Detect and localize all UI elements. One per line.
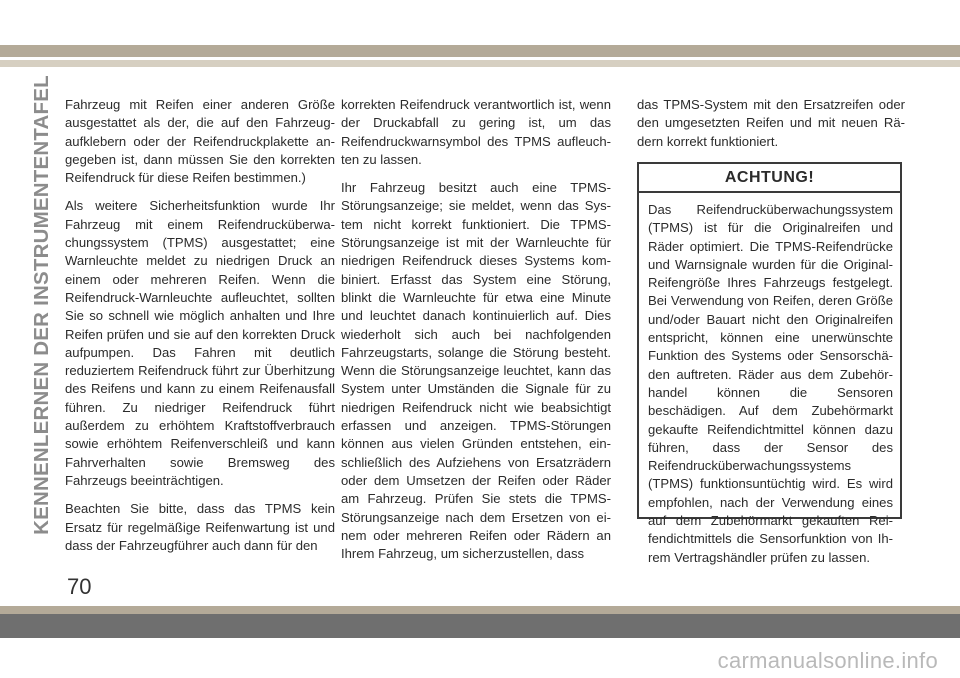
top-band-stripe — [0, 45, 960, 57]
text-column-2 — [341, 96, 611, 573]
paragraph: Als weitere Sicherheitsfunktion wurde Ihr Fahrzeug mit einem Reifendrucküberwachungssystem (TPMS) ausgestattet; eine Warnleuchte meldet zu niedrigen Druck an einem oder mehreren Reifen. Wenn die Reifendruck-Warnleuchte aufleuchtet, sollten Sie so schnell wie möglich anhalten und Ihre Reifen prüfen und sie auf den korrekten Druck aufpumpen. Das Fahren mit deutlich reduziertem Reifendruck führt zur Überhitzung des Reifens und kann zu einem Reifenausfall führen. Zu niedriger Reifendruck führt außerdem zu erhöhtem Kraftstoffverbrauch sowie erhöhtem Reifenverschleiß und kann Fahrverhalten sowie Bremsweg des Fahrzeugs beeinträchtigen. — [65, 198, 335, 488]
warning-title: ACHTUNG! — [639, 164, 900, 193]
text-column-1 — [65, 96, 335, 565]
bottom-band-dark — [0, 614, 960, 638]
paragraph: korrekten Reifendruck verantwortlich ist, wenn der Druckabfall zu gering ist, um das Reifendruckwarnsymbol des TPMS aufleuchten zu lassen. — [341, 97, 611, 167]
warning-box — [637, 162, 902, 565]
top-band-stripe-light — [0, 60, 960, 67]
paragraph: Fahrzeug mit Reifen einer anderen Größe ausgestattet als der, die auf den Fahrzeugaufklebern oder der Reifendruckplakette angegeben ist, dann müssen Sie den korrekten Reifendruck für diese Reifen bestimmen.) — [65, 97, 335, 186]
watermark: carmanualsonline.info — [717, 648, 938, 673]
section-side-title-text: KENNENLERNEN DER INSTRUMENTENTAFEL — [30, 74, 53, 535]
paragraph: Beachten Sie bitte, dass das TPMS kein Ersatz für regelmäßige Reifenwartung ist und dass der Fahrzeugführer auch dann für den — [65, 501, 335, 553]
warning-text: Das Reifendrucküberwachungssystem (TPMS) ist für die Originalreifen und Räder optimiert. Die TPMS-Reifendrücke und Warnsignale wurden für die Original-Reifengröße Ihres Fahrzeugs festgelegt. Bei Verwendung von Reifen, deren Größe und/oder Bauart nicht den Originalreifen entspricht, können eine unerwünschte Funktion des Systems oder Sensorschäden auftreten. Räder aus dem Zubehörhandel können die Sensoren beschädigen. Auf dem Zubehörmarkt gekaufte Reifendichtmittel können dazu führen, dass der Sensor des Reifendrucküberwachungssystems (TPMS) funktionsuntüchtig wird. Es wird empfohlen, nach der Verwendung eines auf dem Zubehörmarkt gekauften Reifendichtmittels die Sensorfunktion von Ihrem Vertragshändler prüfen zu lassen. — [648, 202, 893, 565]
text-column-3 — [637, 96, 905, 161]
paragraph: Ihr Fahrzeug besitzt auch eine TPMS-Störungsanzeige; sie meldet, wenn das System nicht korrekt funktioniert. Die TPMS-Störungsanzeige ist mit der Warnleuchte für niedrigen Reifendruck dieses Systems kombiniert. Erfasst das System eine Störung, blinkt die Warnleuchte für etwa eine Minute und leuchtet danach kontinuierlich auf. Dies wiederholt sich auch bei nachfolgenden Fahrzeugstarts, solange die Störung besteht. Wenn die Störungsanzeige leuchtet, kann das System unter Umständen die Signale für zu niedrigen Reifendruck nicht wie beabsichtigt erfassen und anzeigen. TPMS-Störungen können aus vielen Gründen entstehen, einschließlich des Aufziehens von Ersatzrädern oder dem Umsetzen der Reifen oder Räder am Fahrzeug. Prüfen Sie stets die TPMS-Störungsanzeige nach dem Ersetzen von einem oder mehreren Reifen oder Rädern an Ihrem Fahrzeug, um sicherzustellen, dass — [341, 180, 611, 562]
page-number: 70 — [67, 574, 92, 599]
top-band — [0, 0, 960, 48]
paragraph: das TPMS-System mit den Ersatzreifen oder den umgesetzten Reifen und mit neuen Rädern korrekt funktioniert. — [637, 97, 905, 149]
section-side-title — [30, 74, 53, 535]
bottom-band-stripe — [0, 606, 960, 614]
